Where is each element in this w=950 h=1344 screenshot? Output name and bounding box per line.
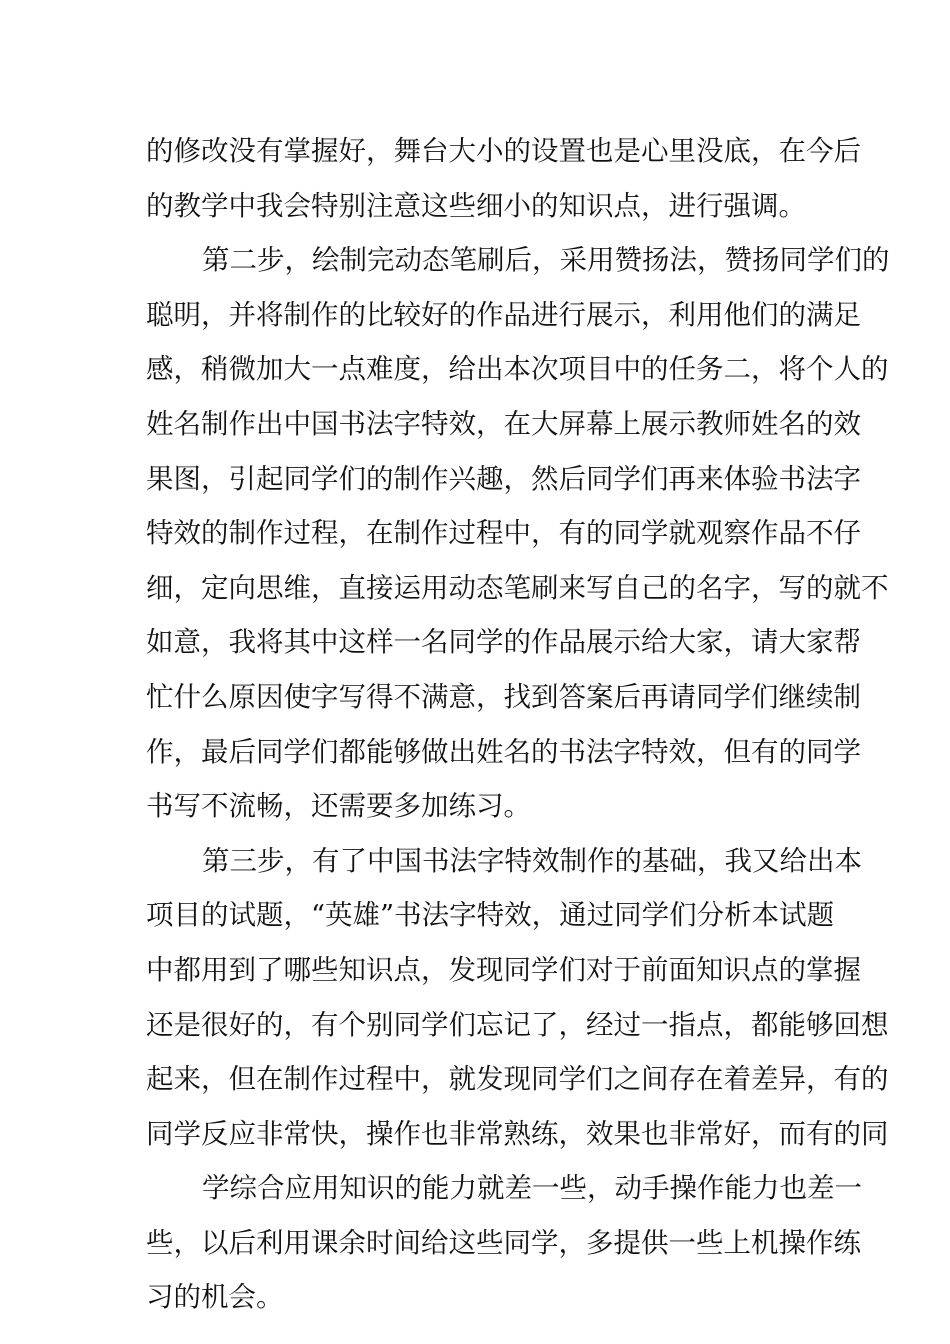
paragraph-first-line: 学综合应用知识的能力就差一些，动手操作能力也差一 (202, 1172, 862, 1205)
text-line: 项目的试题，“英雄”书法字特效，通过同学们分析本试题 (146, 899, 835, 932)
text-line: 如意，我将其中这样一名同学的作品展示给大家，请大家帮 (146, 626, 861, 659)
paragraph-first-line: 第三步，有了中国书法字特效制作的基础，我又给出本 (202, 844, 862, 877)
text-line: 细，定向思维，直接运用动态笔刷来写自己的名字，写的就不 (146, 571, 889, 604)
text-line: 的教学中我会特别注意这些细小的知识点，进行强调。 (146, 189, 806, 222)
text-line: 同学反应非常快，操作也非常熟练，效果也非常好，而有的同 (146, 1117, 889, 1150)
text-line: 习的机会。 (146, 1281, 284, 1314)
text-line: 特效的制作过程，在制作过程中，有的同学就观察作品不仔 (146, 517, 861, 550)
text-line: 起来，但在制作过程中，就发现同学们之间存在着差异，有的 (146, 1063, 889, 1096)
text-line: 些，以后利用课余时间给这些同学，多提供一些上机操作练 (146, 1226, 861, 1259)
text-line: 作，最后同学们都能够做出姓名的书法字特效，但有的同学 (146, 735, 861, 768)
text-line: 聪明，并将制作的比较好的作品进行展示，利用他们的满足 (146, 298, 861, 331)
text-line: 姓名制作出中国书法字特效，在大屏幕上展示教师姓名的效 (146, 407, 861, 440)
text-line: 中都用到了哪些知识点，发现同学们对于前面知识点的掌握 (146, 953, 861, 986)
text-line: 还是很好的，有个别同学们忘记了，经过一指点，都能够回想 (146, 1008, 889, 1041)
text-line: 忙什么原因使字写得不满意，找到答案后再请同学们继续制 (146, 680, 861, 713)
paragraph-first-line: 第二步，绘制完动态笔刷后，采用赞扬法，赞扬同学们的 (202, 244, 890, 277)
text-line: 书写不流畅，还需要多加练习。 (146, 790, 531, 823)
text-line: 感，稍微加大一点难度，给出本次项目中的任务二，将个人的 (146, 353, 889, 386)
text-line: 果图，引起同学们的制作兴趣，然后同学们再来体验书法字 (146, 462, 861, 495)
text-line: 的修改没有掌握好，舞台大小的设置也是心里没底，在今后 (146, 135, 861, 167)
document-body (146, 124, 890, 1325)
